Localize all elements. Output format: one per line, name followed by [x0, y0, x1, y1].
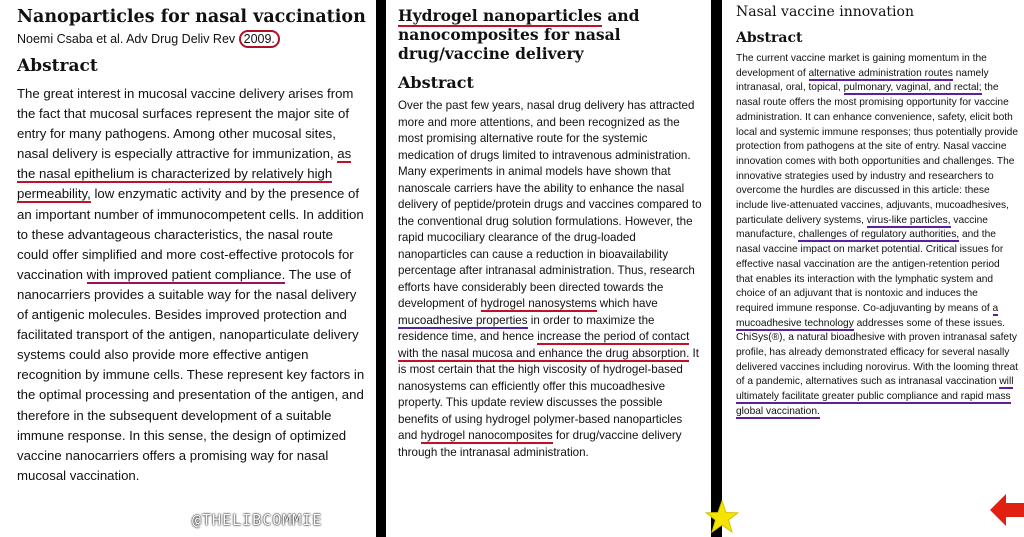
star-icon: [705, 500, 739, 534]
title-highlight: Hydrogel nanoparticles: [398, 6, 602, 25]
article-panel-2: [386, 0, 711, 537]
article-title: Nanoparticles for nasal vaccination: [17, 7, 366, 27]
abstract-segment: The great interest in mucosal vaccine delivery arises from the fact that mucosal surfaces represent the major site of entry for many pathogens. Among other mucosal sites, nasal delivery is especially attractive for immunization,: [17, 86, 354, 162]
red-arrow-icon: [990, 492, 1024, 528]
abstract-heading: Abstract: [17, 56, 98, 76]
abstract-segment: low enzymatic activity and by the presence of an important number of immunocompetent cells. In addition to these advantageous characteristics, the nasal route could offer simplified and more cost-effective protocols for vaccination: [17, 186, 364, 282]
abstract-segment: and the nasal vaccine impact on market potential. Critical issues for effective nasal vaccination are the antigen-retention period that enables its interaction with the lymphatic system and choice of an adjuvant that is nontoxic and induces the required immune response. Co-adjuvanting by means of: [736, 229, 1004, 314]
citation: [17, 32, 366, 46]
abstract-segment: the nasal route offers the most promising opportunity for vaccine administration. It can enhance convenience, safety, elicit both local and systemic immune responses; thus potentially provide protection from pathogens at the site of entry. Nasal vaccine innovation comes with both opportunities and challenges. The innovative strategies used by industry and researchers to overcome the hurdles are discussed in this article: these include live-attenuated vaccines, adjuvants, mucoadhesives, particulate delivery systems,: [736, 82, 1018, 226]
highlight-underline: hydrogel nanocomposites: [420, 429, 553, 442]
highlight-underline: a mucoadhesive technology: [736, 302, 999, 329]
citation-year-circled: 2009.: [239, 30, 280, 48]
highlight-underline: pulmonary, vaginal, and rectal;: [843, 82, 982, 94]
highlight-underline: will ultimately facilitate greater public compliance and rapid mass global vaccination.: [736, 376, 1014, 417]
abstract-heading: Abstract: [398, 73, 474, 92]
highlight-underline: mucoadhesive properties: [398, 313, 528, 327]
highlight-underline: as the nasal epithelium is characterized by relatively high permeability,: [17, 146, 352, 202]
highlight-underline: challenges of regulatory authorities,: [798, 229, 960, 241]
abstract-segment: addresses some of these issues. ChiSys(®), a natural bioadhesive with proven intranasal safety profile, has already demonstrated efficacy for several nasally delivered vaccines including norovirus. With the looming threat of a pandemic, alternatives such as intranasal vaccination: [736, 317, 1018, 388]
abstract-segment: which have: [596, 297, 658, 310]
abstract-segment: namely intranasal, oral, topical,: [736, 67, 989, 94]
abstract-text: [736, 52, 1018, 420]
citation-authors: Noemi Csaba et al. Adv Drug Deliv Rev: [17, 32, 239, 46]
highlight-underline: with improved patient compliance.: [86, 266, 286, 282]
abstract-segment: It is most certain that the high viscosity of hydrogel-based nanosystems can efficiently offer this mucoadhesive property. This update review discusses the possible benefits of using hydrogel polymer-based nanoparticles and: [398, 346, 699, 442]
abstract-text: [398, 98, 703, 461]
article-title: Nasal vaccine innovation: [736, 4, 914, 20]
article-panel-1: [0, 0, 376, 537]
abstract-segment: Over the past few years, nasal drug delivery has attracted more and more attentions, and been recognized as the most promising alternative route for the systemic medication of drugs limited to intravenous administration. Many experiments in animal models have shown that nanoscale carriers have the ability to enhance the nasal delivery of peptide/protein drugs and vaccines compared to the conventional drug solution formulations. However, the rapid mucociliary clearance of the drug-loaded nanoparticles can cause a reduction in bioavailability percentage after intranasal administration. Thus, research efforts have considerably been directed towards the development of: [398, 99, 702, 310]
abstract-text: [17, 84, 366, 486]
abstract-segment: in order to maximize the residence time, and hence: [398, 313, 655, 343]
abstract-segment: for drug/vaccine delivery through the intranasal administration.: [398, 429, 682, 459]
article-panel-3: [722, 0, 1024, 537]
highlight-underline: virus-like particles,: [866, 214, 951, 226]
abstract-heading: Abstract: [736, 30, 803, 46]
watermark: @THELIBCOMMIE: [192, 511, 323, 529]
abstract-segment: The use of nanocarriers provides a suitable way for the nasal delivery of antigenic molecules. Besides improved protection and facilitated transport of the antigen, nanoparticulate delivery systems could also provide more effective antigen recognition by immune cells. These represent key factors in the optimal processing and presentation of the antigen, and therefore in the subsequent development of a suitable immune response. In this sense, the design of optimized vaccine nanocarriers offers a promising way for nasal mucosal vaccination.: [17, 266, 365, 483]
abstract-segment: The current vaccine market is gaining momentum in the development of: [736, 53, 987, 79]
abstract-segment: vaccine manufacture,: [736, 214, 988, 241]
article-title: [398, 6, 703, 63]
highlight-underline: alternative administration routes: [808, 67, 953, 79]
title-rest: and nanocomposites for nasal drug/vaccine delivery: [398, 6, 640, 63]
highlight-underline: increase the period of contact with the nasal mucosa and enhance the drug absorption.: [398, 330, 690, 360]
highlight-underline: hydrogel nanosystems: [480, 297, 597, 310]
